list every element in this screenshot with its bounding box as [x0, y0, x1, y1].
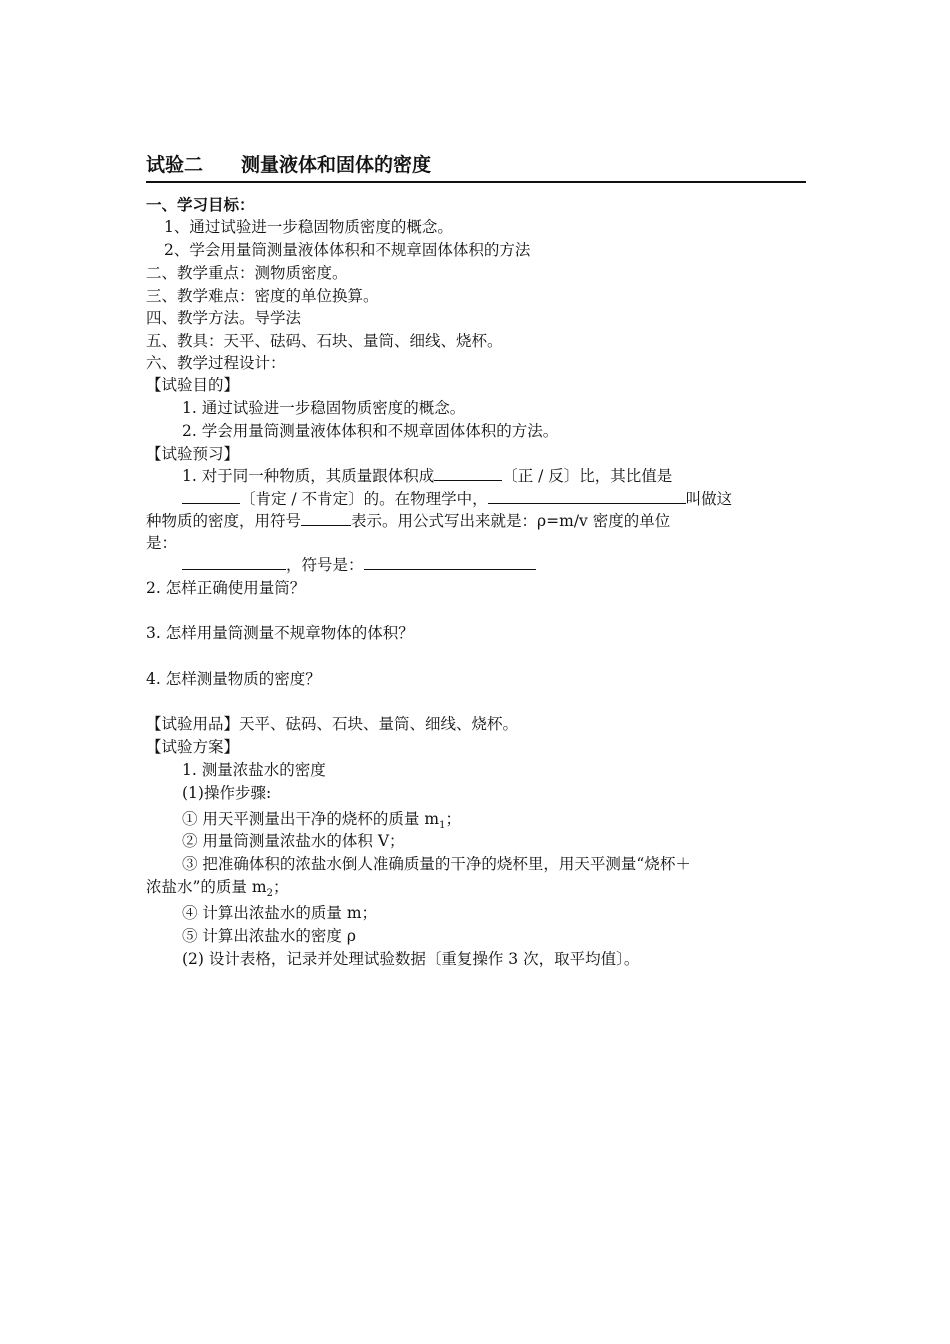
- blank-unit-symbol[interactable]: [364, 554, 536, 570]
- plan-1: 1. 测量浓盐水的密度: [182, 761, 326, 779]
- section-difficulty: 三、教学难点：密度的单位换算。: [146, 287, 379, 305]
- step-1-end: ；: [445, 810, 461, 828]
- section-method: 四、教学方法。导学法: [146, 309, 302, 327]
- section-process: 六、教学过程设计：: [146, 354, 286, 372]
- step-5: ⑤ 计算出浓盐水的密度 ρ: [182, 927, 356, 945]
- goal-1: 1、通过试验进一步稳固物质密度的概念。: [164, 218, 453, 236]
- purpose-1: 1. 通过试验进一步稳固物质密度的概念。: [182, 399, 466, 417]
- plan-table-note: (2) 设计表格，记录并处理试验数据〔重复操作 3 次，取平均值〕。: [182, 950, 640, 968]
- blank-unit[interactable]: [182, 554, 286, 570]
- preview-q3: 3. 怎样用量筒测量不规章物体的体积？: [146, 624, 414, 642]
- blank-ratio-constant[interactable]: [182, 488, 240, 504]
- heading-materials: 【试验用品】天平、砝码、石块、量筒、细线、烧杯。: [146, 715, 519, 733]
- step-3-cont-text: 浓盐水”的质量 m: [146, 878, 267, 896]
- preview-q1-line5: [182, 554, 536, 576]
- blank-symbol[interactable]: [301, 510, 351, 526]
- step-3-end: ；: [272, 878, 289, 896]
- preview-q1-text-a: 1. 对于同一种物质，其质量跟体积成: [182, 467, 435, 485]
- blank-density-definition[interactable]: [488, 488, 686, 504]
- heading-purpose: 【试验目的】: [146, 376, 240, 394]
- step-1-subscript: 1: [439, 820, 446, 831]
- title-rule: [146, 148, 806, 183]
- step-4: ④ 计算出浓盐水的质量 m；: [182, 904, 378, 922]
- plan-steps-heading: (1)操作步骤:: [182, 784, 272, 802]
- goal-2: 2、学会用量筒测量液体体积和不规章固体体积的方法: [164, 241, 531, 259]
- preview-q1-line2: [182, 488, 732, 510]
- preview-q1-text-d: 叫做这: [685, 490, 733, 508]
- purpose-2: 2. 学会用量筒测量液体体积和不规章固体体积的方法。: [182, 422, 559, 440]
- heading-plan: 【试验方案】: [146, 738, 240, 756]
- section-key-point: 二、教学重点：测物质密度。: [146, 264, 348, 282]
- preview-q2: 2. 怎样正确使用量筒？: [146, 579, 306, 597]
- step-3: ③ 把准确体积的浓盐水倒人准确质量的干净的烧杯里，用天平测量“烧杯＋: [182, 855, 691, 873]
- preview-q1-line1: [182, 465, 672, 487]
- preview-q1-text-c: 〔肯定 / 不肯定〕的。在物理学中，: [240, 490, 488, 508]
- section-learning-goals: 一、学习目标：: [146, 196, 255, 214]
- step-2: ② 用量筒测量浓盐水的体积 V；: [182, 832, 405, 850]
- preview-q1-text-b: 〔正 / 反〕比，其比值是: [502, 467, 673, 485]
- step-1-text: ① 用天平测量出干净的烧杯的质量 m: [182, 810, 440, 828]
- section-tools: 五、教具：天平、砝码、石块、量筒、细线、烧杯。: [146, 332, 503, 350]
- preview-q1-text-g: ，符号是：: [286, 556, 364, 574]
- preview-q1-text-e: 种物质的密度，用符号: [146, 512, 302, 530]
- page-title: 试验二 测量液体和固体的密度: [146, 154, 432, 176]
- blank-proportion[interactable]: [434, 465, 502, 481]
- preview-q1-line4: 是：: [146, 534, 178, 552]
- preview-q4: 4. 怎样测量物质的密度？: [146, 670, 321, 688]
- heading-preview: 【试验预习】: [146, 445, 240, 463]
- step-3-subscript: 2: [266, 888, 273, 899]
- preview-q1-text-f: 表示。用公式写出来就是：ρ=m/v 密度的单位: [351, 512, 671, 530]
- step-3-cont: [146, 876, 288, 905]
- preview-q1-line3: [146, 510, 670, 532]
